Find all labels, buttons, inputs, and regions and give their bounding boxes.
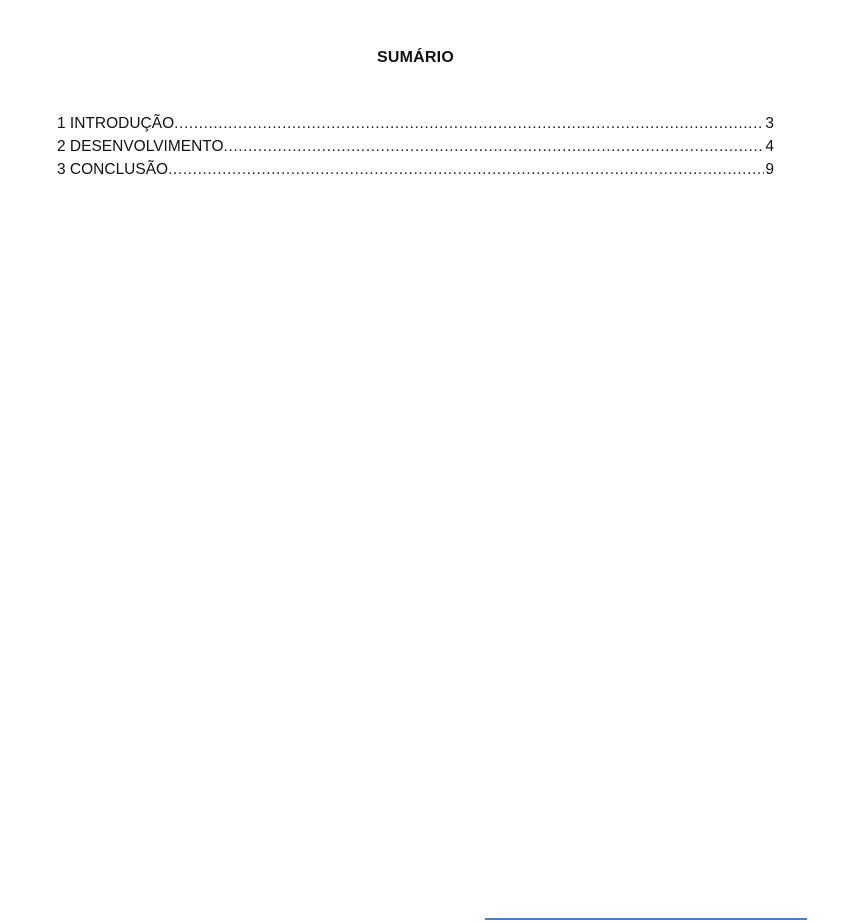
toc-dot-leader bbox=[224, 135, 765, 158]
toc-dot-leader bbox=[174, 112, 764, 135]
toc-entry[interactable] bbox=[57, 135, 774, 158]
page-title: SUMÁRIO bbox=[377, 49, 454, 66]
toc-dot-leader bbox=[168, 158, 764, 181]
toc-entry-label: 1 INTRODUÇÃO bbox=[57, 115, 175, 132]
toc-entry[interactable] bbox=[57, 112, 774, 135]
toc-entry-label: 2 DESENVOLVIMENTO bbox=[57, 138, 224, 155]
bottom-accent-bar bbox=[485, 918, 807, 920]
toc-page-number: 3 bbox=[765, 115, 774, 132]
toc-entry-label: 3 CONCLUSÃO bbox=[57, 161, 169, 178]
toc-entry[interactable] bbox=[57, 158, 774, 181]
table-of-contents bbox=[57, 112, 774, 181]
toc-page-number: 9 bbox=[765, 161, 774, 178]
toc-page-number: 4 bbox=[765, 138, 774, 155]
